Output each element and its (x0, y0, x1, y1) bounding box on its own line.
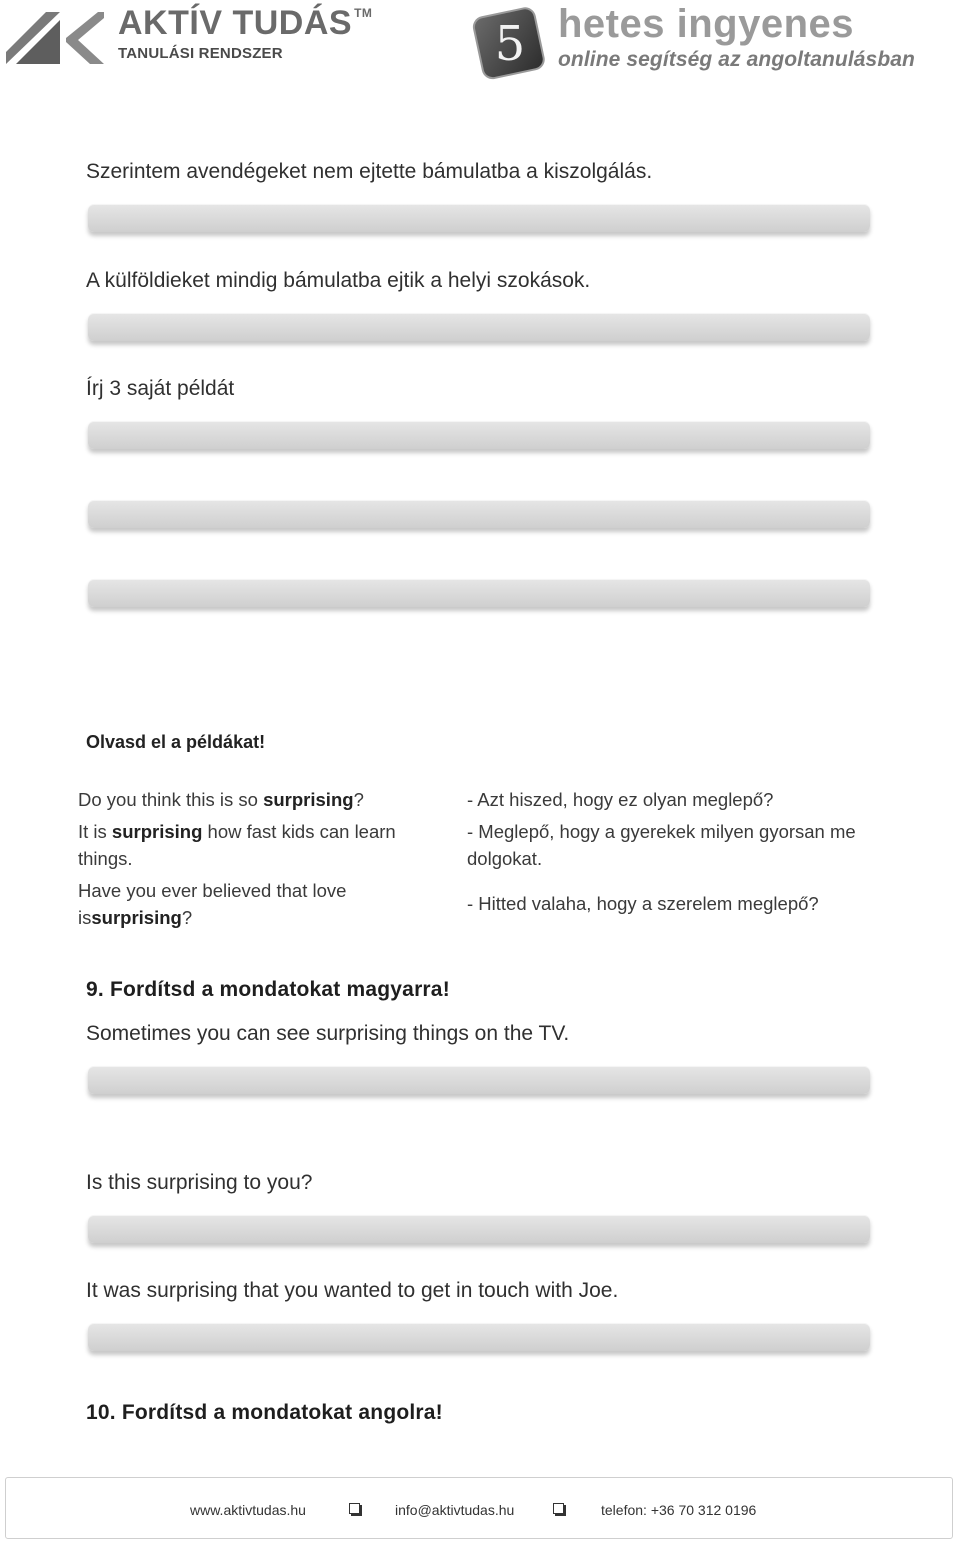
brand-name: AKTÍV TUDÁS ™ (118, 4, 373, 42)
footer-email-link[interactable]: info@aktivtudas.hu (395, 1502, 515, 1518)
answer-field[interactable] (88, 421, 870, 449)
answer-field[interactable] (88, 500, 870, 528)
square-bullet-icon (349, 1503, 360, 1514)
prompt-3: Írj 3 saját példát (86, 377, 235, 400)
prompt-2: A külföldieket mindig bámulatba ejtik a helyi szokások. (86, 269, 591, 292)
trademark-mark: TM (354, 6, 373, 20)
read-examples-heading: Olvasd el a példákat! (86, 732, 266, 752)
answer-field[interactable] (88, 1323, 870, 1351)
aktiv-tudas-logo-icon (6, 12, 104, 64)
square-bullet-icon (553, 1503, 564, 1514)
answer-field[interactable] (88, 1066, 870, 1094)
footer-phone: telefon: +36 70 312 0196 (601, 1502, 757, 1518)
english-example-1: Do you think this is so surprising? (78, 789, 364, 810)
answer-field[interactable] (88, 579, 870, 607)
answer-field[interactable] (88, 313, 870, 341)
sentence-9-3: It was surprising that you wanted to get in touch with Joe. (86, 1279, 619, 1302)
brand-subtitle: TANULÁSI RENDSZER (118, 45, 283, 62)
prompt-1: Szerintem avendégeket nem ejtette bámulatba a kiszolgálás. (86, 160, 653, 183)
sentence-9-2: Is this surprising to you? (86, 1171, 313, 1194)
badge-number: 5 (494, 16, 526, 72)
promo-subtitle: online segítség az angoltanulásban (558, 48, 915, 71)
section-10-heading: 10. Fordítsd a mondatokat angolra! (86, 1401, 443, 1424)
hungarian-example-3: - Hitted valaha, hogy a szerelem meglepő? (467, 893, 819, 914)
english-example-3: Have you ever believed that love issurprising? (78, 880, 347, 928)
english-example-2: It is surprising how fast kids can learn things. (78, 821, 396, 869)
sentence-9-1: Sometimes you can see surprising things on the TV. (86, 1022, 570, 1045)
footer-website-link[interactable]: www.aktivtudas.hu (190, 1502, 306, 1518)
answer-field[interactable] (88, 204, 870, 232)
hungarian-example-2-continued: dolgokat. (467, 848, 543, 869)
answer-field[interactable] (88, 1215, 870, 1243)
hungarian-example-2: - Meglepő, hogy a gyerekek milyen gyorsan me (467, 821, 856, 842)
hungarian-example-1: - Azt hiszed, hogy ez olyan meglepő? (467, 789, 774, 810)
section-9-heading: 9. Fordítsd a mondatokat magyarra! (86, 978, 450, 1001)
promo-title: hetes ingyenes (558, 2, 855, 46)
